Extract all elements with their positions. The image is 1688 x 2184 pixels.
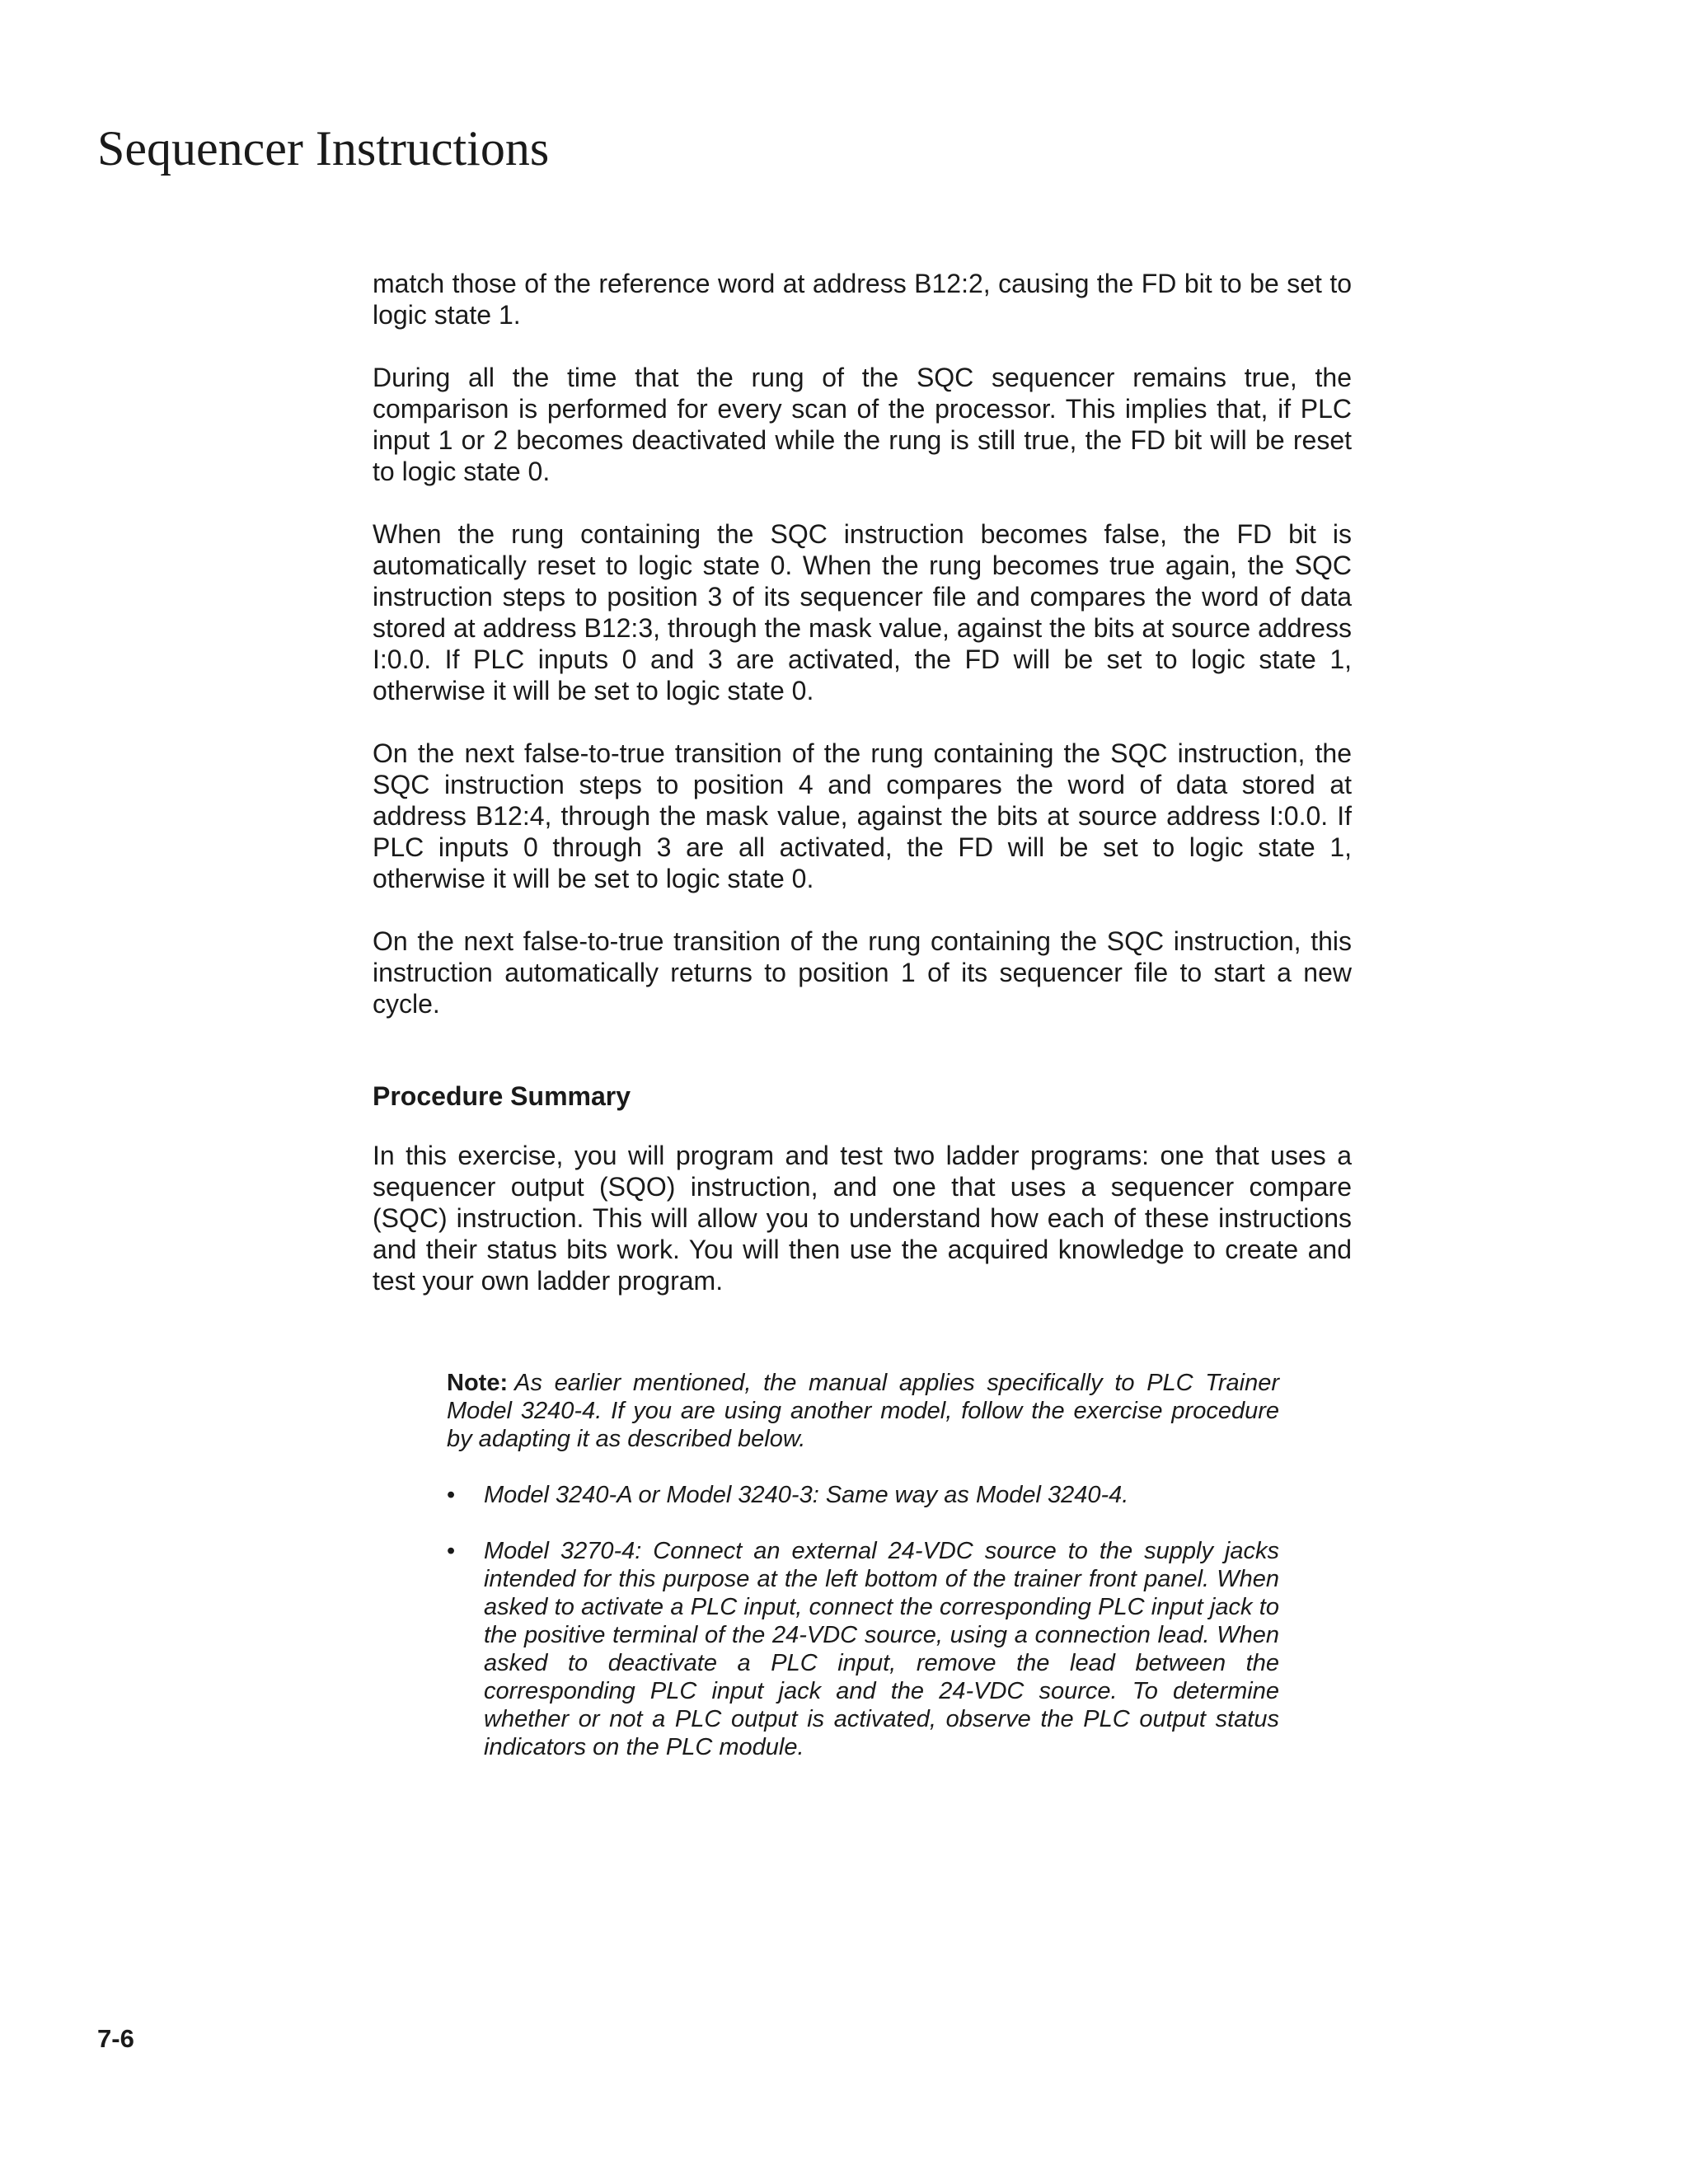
note-item-text: Model 3240-A or Model 3240-3: Same way as Model 3240-4. bbox=[484, 1482, 1129, 1508]
procedure-summary-paragraph: In this exercise, you will program and test two ladder programs: one that uses a sequencer output (SQO) instruction, and one that uses a sequencer compare (SQC) instruction. This will allow you to understand how each of these instructions and their status bits work. You will then use the acquired knowledge to create and test your own ladder program. bbox=[373, 1141, 1352, 1296]
bullet-icon: • bbox=[447, 1538, 456, 1564]
body-paragraph: When the rung containing the SQC instruction becomes false, the FD bit is automatically reset to logic state 0. When the rung becomes true again, the SQC instruction steps to position 3 of its sequencer file and compares the word of data stored at address B12:3, through the mask value, against the bits at source address I:0.0. If PLC inputs 0 and 3 are activated, the FD will be set to logic state 1, otherwise it will be set to logic state 0. bbox=[373, 519, 1352, 705]
note-list bbox=[447, 1481, 1279, 1761]
body-paragraph: match those of the reference word at address B12:2, causing the FD bit to be set to logic state 1. bbox=[373, 269, 1352, 330]
note-list-item bbox=[447, 1481, 1279, 1509]
note-box bbox=[447, 1369, 1279, 1761]
page-number: 7-6 bbox=[97, 2024, 134, 2053]
bullet-icon: • bbox=[447, 1482, 456, 1508]
chapter-title: Sequencer Instructions bbox=[97, 121, 550, 176]
body-paragraph: On the next false-to-true transition of the rung containing the SQC instruction, this instruction automatically returns to position 1 of its sequencer file to start a new cycle. bbox=[373, 926, 1352, 1019]
note-text: As earlier mentioned, the manual applies specifically to PLC Trainer Model 3240-4. If you are using another model, follow the exercise procedure by adapting it as described below. bbox=[447, 1370, 1279, 1452]
body-paragraph: During all the time that the rung of the SQC sequencer remains true, the comparison is performed for every scan of the processor. This implies that, if PLC input 1 or 2 becomes deactivated while the rung is still true, the FD bit will be reset to logic state 0. bbox=[373, 363, 1352, 486]
note-label: Note: bbox=[447, 1370, 509, 1396]
note-item-text: Model 3270-4: Connect an external 24-VDC source to the supply jacks intended for this purpose at the left bottom of the trainer front panel. When asked to activate a PLC input, connect the corresponding PLC input jack to the positive terminal of the 24-VDC source, using a connection lead. When asked to deactivate a PLC input, remove the lead between the corresponding PLC input jack and the 24-VDC source. To determine whether or not a PLC output is activated, observe the PLC output status indicators on the PLC module. bbox=[484, 1538, 1279, 1760]
note-list-item bbox=[447, 1537, 1279, 1761]
section-heading-procedure-summary: Procedure Summary bbox=[373, 1081, 631, 1111]
main-content bbox=[373, 268, 1352, 1789]
note-paragraph bbox=[447, 1369, 1279, 1453]
body-paragraph: On the next false-to-true transition of the rung containing the SQC instruction, the SQC instruction steps to position 4 and compares the word of data stored at address B12:4, through the mask value, against the bits at source address I:0.0. If PLC inputs 0 through 3 are all activated, the FD will be set to logic state 1, otherwise it will be set to logic state 0. bbox=[373, 738, 1352, 893]
